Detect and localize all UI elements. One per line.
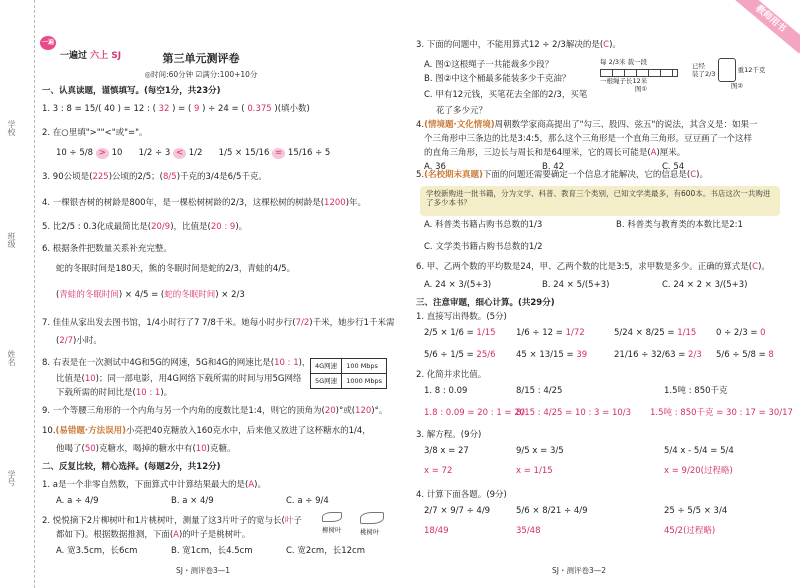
willow-leaf: 柳树叶 xyxy=(322,512,342,534)
calc-3-problems: 3/8 x = 27 9/5 x = 3/5 5/4 x - 5/4 = 5/4 xyxy=(424,446,734,456)
question-2: 2. 在○里填">""<"或"="。 xyxy=(42,128,148,138)
exam-meta: ◎时间:60分钟 ☑满分:100+10分 xyxy=(144,70,258,79)
choice-4-options: A. 36 B. 42 C. 54 xyxy=(424,162,685,172)
school-label: 学校 xyxy=(7,120,16,136)
calc-3-answers: x = 72 x = 1/15 x = 9/20(过程略) xyxy=(424,466,733,476)
right-page xyxy=(402,0,800,588)
right-page-footer: SJ・测评卷3—2 xyxy=(552,566,607,575)
choice-2-line-2: 都如下)。根据数据推测，下面(A)的叶子是桃树叶。 xyxy=(56,530,251,540)
choice-2: 2. 悦悦摘下2片柳树叶和1片桃树叶，测量了这3片叶子的宽与长(叶子 xyxy=(42,516,302,526)
figure-2: 已经 装了2/3 重12千克 图② xyxy=(692,58,782,90)
choice-4-line-3: 的直角三角形，三边长与周长和是64厘米，它的周长可能是(A)厘米。 xyxy=(424,148,686,158)
oil-bucket-icon xyxy=(718,58,736,82)
question-7-line-2: (2/7)小时。 xyxy=(56,336,102,346)
table-row: 5G网速 1000 Mbps xyxy=(311,374,387,389)
calc-2-problems: 1. 8 : 0.09 8/15 : 4/25 1.5吨 : 850千克 xyxy=(424,386,728,396)
calc-2-answers: 1.8 : 0.09 = 20 : 1 = 20 8/15 : 4/25 = 10 : 3 = 10/3 1.5吨 : 850千克 = 30 : 17 = 30/17 xyxy=(424,408,793,418)
question-6-context: 蛇的冬眠时间是180天，熊的冬眠时间是蛇的2/3，青蛙的4/5。 xyxy=(56,264,296,274)
peach-leaf: 桃树叶 xyxy=(360,512,384,536)
brand-star-icon: 一遍过 xyxy=(40,36,56,50)
choice-1: 1. a是一个非零自然数，下面算式中计算结果最大的是(A)。 xyxy=(42,480,266,490)
calc-2-heading: 2. 化简并求比值。 xyxy=(416,370,487,380)
choice-5: 5.(名校期末真题)下面的问题还需要确定一个信息才能解决，它的信息是(C)。 xyxy=(416,170,708,180)
question-3: 3. 90公顷是(225)公顷的2/5；(8/5)千克的3/4是6/5千克。 xyxy=(42,172,267,182)
section-2-heading: 二、反复比较，精心选择。(每题2分，共12分) xyxy=(42,462,221,472)
choice-4: 4.(情境题·文化情境)周朝数学家商高提出了"勾三、股四、弦五"的说法，其含义是：如果一 xyxy=(416,120,758,130)
peach-leaf-icon xyxy=(360,512,384,524)
calc-4-problems: 2/7 × 9/7 ÷ 4/9 5/6 × 8/21 ÷ 4/9 25 ÷ 5/5 × 3/4 xyxy=(424,506,728,516)
question-8: 8. 右表是在一次测试中4G和5G的网速，5G和4G的网速比是(10 : 1)， xyxy=(42,358,311,368)
question-9: 9. 一个等腰三角形的一个内角与另一个内角的度数比是1:4，则它的顶角为(20)°或(120)°。 xyxy=(42,406,388,416)
willow-leaf-icon xyxy=(322,512,342,522)
calc-1-row-1: 2/5 × 1/6 = 1/15 1/6 ÷ 12 = 1/72 5/24 × 8/25 = 1/15 0 ÷ 2/3 = 0 xyxy=(424,328,766,338)
question-10: 10.(易错题·方法误用)小亮把40克糖放入160克水中，后来他又放进了这杯糖水的1/4， xyxy=(42,426,371,436)
question-10-line-2: 他喝了(50)克糖水，喝掉的糖水中有(10)克糖。 xyxy=(56,444,236,454)
network-speed-table xyxy=(310,358,387,389)
class-label: 班级 xyxy=(7,232,16,248)
question-1: 1. 3 : 8 = 15/( 40 ) = 12 : ( 32 ) = ( 9 ) ÷ 24 = ( 0.375 )(填小数) xyxy=(42,104,310,114)
id-label: 学号 xyxy=(7,470,16,486)
student-info-sidebar xyxy=(0,0,35,588)
question-6: 6. 根据条件把数量关系补充完整。 xyxy=(42,244,172,254)
choice-6-options: A. 24 × 3/(5+3) B. 24 × 5/(5+3) C. 24 × 2 × 3/(5+3) xyxy=(424,280,748,290)
page-title: 第三单元测评卷 xyxy=(162,52,240,65)
section-3-heading: 三、注意审题，细心计算。(共29分) xyxy=(416,298,555,308)
table-row: 4G网速 100 Mbps xyxy=(311,359,387,374)
choice-5-scenario: 学校新购进一批书籍，分为文学、科普、教育三个类别，已知文学类最多，有600本。书店这次一共购进了多少本书？ xyxy=(420,186,780,216)
choice-3-option-c: C. 甲有12元钱，买笔花去全部的2/3，买笔 xyxy=(424,90,588,100)
choice-3-option-c-line-2: 花了多少元？ xyxy=(436,106,488,116)
choice-3-option-a: A. 图①这根绳子一共能裁多少段？ xyxy=(424,60,554,70)
question-8-line-3: 下载所需的时间比是(10 : 1)。 xyxy=(56,388,173,398)
brand-grade: 六上 SJ xyxy=(90,51,122,61)
choice-5-option-a: A. 科普类书籍占购书总数的1/3 xyxy=(424,220,543,230)
choice-5-option-b: B. 科普类与教育类的本数比是2:1 xyxy=(616,220,743,230)
calc-3-heading: 3. 解方程。(9分) xyxy=(416,430,482,440)
choice-3: 3. 下面的问题中，不能用算式12 ÷ 2/3解决的是(C)。 xyxy=(416,40,621,50)
teacher-stamp: 教师用书 xyxy=(731,0,800,54)
left-page-footer: SJ・测评卷3—1 xyxy=(176,566,231,575)
choice-1-options: A. a ÷ 4/9 B. a × 4/9 C. a ÷ 9/4 xyxy=(56,496,329,506)
name-label: 姓名 xyxy=(7,350,16,366)
calc-4-heading: 4. 计算下面各题。(9分) xyxy=(416,490,507,500)
choice-3-option-b: B. 图②中这个桶最多能装多少千克油？ xyxy=(424,74,571,84)
choice-2-options: A. 宽3.5cm，长6cm B. 宽1cm，长4.5cm C. 宽2cm，长12cm xyxy=(56,546,365,556)
question-6-answer: (青蛙的冬眠时间) × 4/5 = (蛇的冬眠时间) × 2/3 xyxy=(56,290,245,300)
question-2-items: 10 ÷ 5/8 > 10 1/2 ÷ 3 < 1/2 1/5 × 15/16 = 15/16 ÷ 5 xyxy=(56,148,331,158)
question-7: 7. 佳佳从家出发去图书馆，1/4小时行了7 7/8千米。她每小时步行(7/2)千米，她步行1千米需 xyxy=(42,318,395,328)
calc-1-row-2: 5/6 ÷ 1/5 = 25/6 45 × 13/15 = 39 21/16 ÷ 32/63 = 2/3 5/6 ÷ 5/8 = 8 xyxy=(424,350,774,360)
choice-5-option-c: C. 文学类书籍占购书总数的1/2 xyxy=(424,242,543,252)
figure-1: 每 2/3米 裁一段 一根绳子长12米 图① xyxy=(600,58,682,93)
choice-6: 6. 甲、乙两个数的平均数是24，甲、乙两个数的比是3:5，求甲数是多少。正确的算式是(C)。 xyxy=(416,262,770,272)
question-4: 4. 一棵银杏树的树龄是800年，是一棵松树树龄的2/3，这棵松树的树龄是(1200)年。 xyxy=(42,198,367,208)
section-1-heading: 一、认真读题，谨慎填写。(每空1分，共23分) xyxy=(42,86,221,96)
calc-4-answers: 18/49 35/48 45/2(过程略) xyxy=(424,526,716,536)
question-5: 5. 比2/5 : 0.3化成最简比是(20/9)，比值是(20 : 9)。 xyxy=(42,222,248,232)
choice-4-line-2: 个三角形中三条边的比是3:4:5，那么这个三角形是一个直角三角形。豆豆画了一个这样 xyxy=(424,134,752,144)
brand-name: 一遍过 xyxy=(60,51,88,61)
rope-diagram xyxy=(600,69,678,77)
calc-1-heading: 1. 直接写出得数。(5分) xyxy=(416,312,507,322)
question-8-line-2: 比值是(10)；同一部电影，用4G网络下载所需的时间与用5G网络 xyxy=(56,374,302,384)
